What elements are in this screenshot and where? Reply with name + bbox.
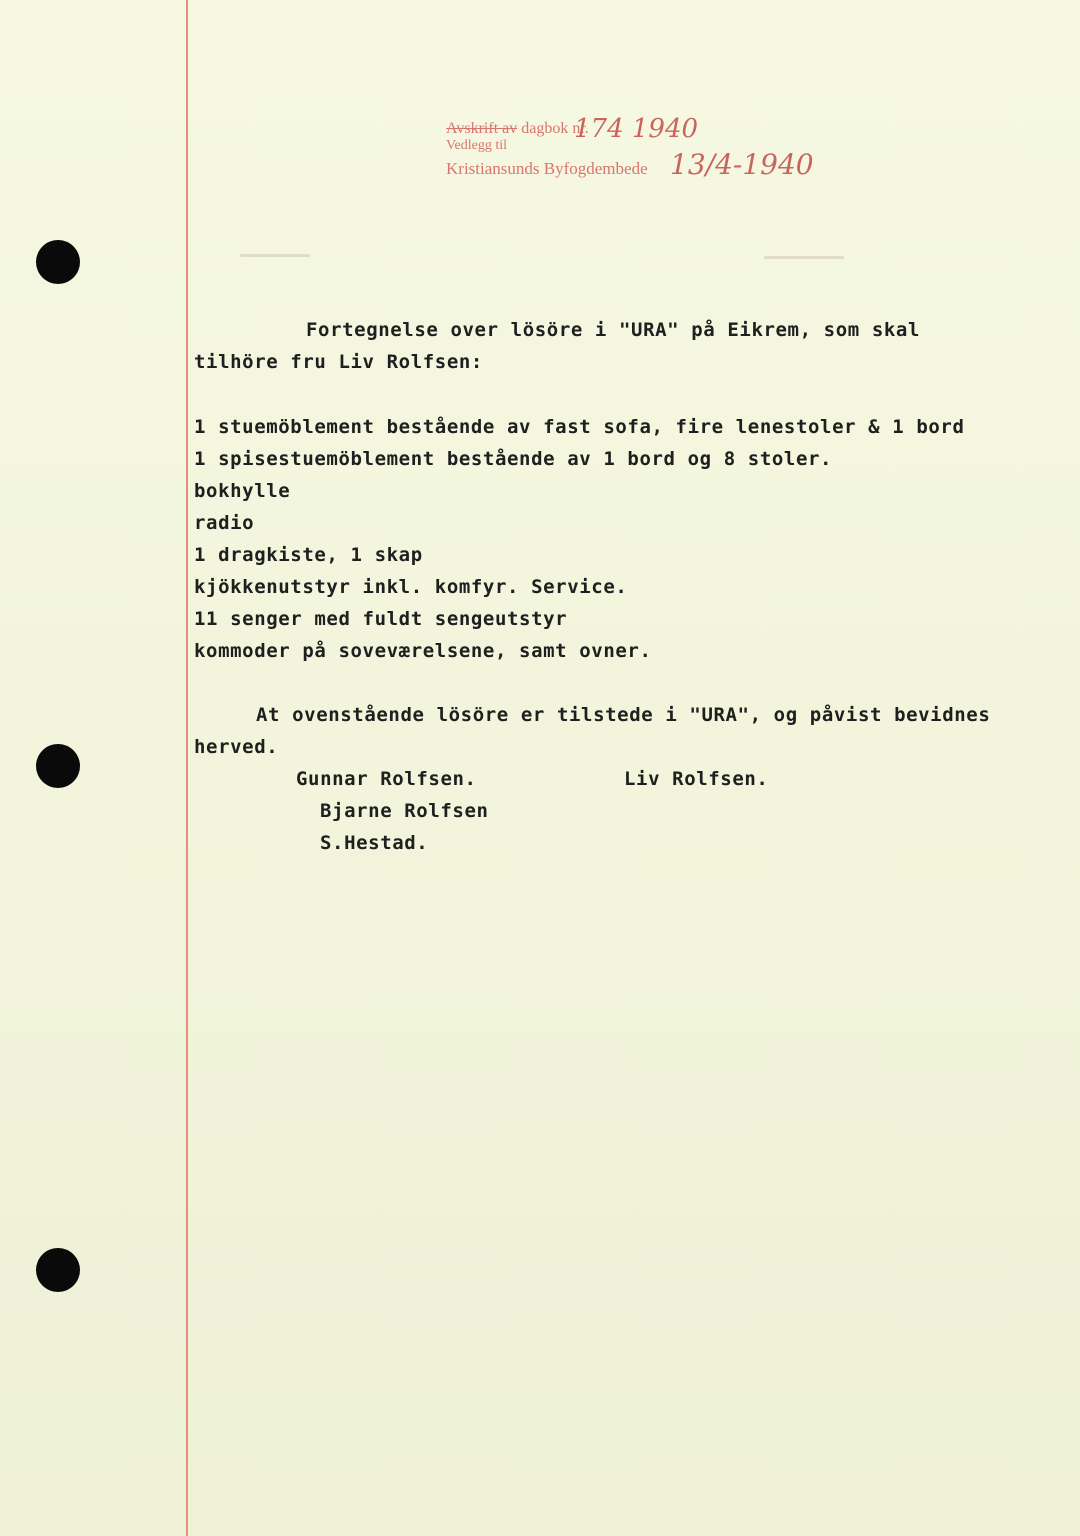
signature-bjarne-rolfsen: Bjarne Rolfsen	[320, 800, 489, 822]
closing-line-2: herved.	[194, 736, 279, 758]
signature-s-hestad: S.Hestad.	[320, 832, 429, 854]
list-item: 11 senger med fuldt sengeutstyr	[194, 608, 568, 630]
punch-hole-top	[36, 240, 80, 284]
closing-line-1: At ovenstående lösöre er tilstede i "URA", og påvist bevidnes	[256, 704, 991, 726]
list-item: 1 spisestuemöblement bestående av 1 bord og 8 stoler.	[194, 448, 833, 470]
list-item: 1 dragkiste, 1 skap	[194, 544, 423, 566]
list-item: kjökkenutstyr inkl. komfyr. Service.	[194, 576, 628, 598]
signature-gunnar-rolfsen: Gunnar Rolfsen.	[296, 768, 477, 790]
signature-liv-rolfsen: Liv Rolfsen.	[624, 768, 769, 790]
margin-rule	[186, 0, 188, 1536]
intro-line-1: Fortegnelse over lösöre i "URA" på Eikrem, som skal	[306, 319, 920, 341]
list-item: bokhylle	[194, 480, 291, 502]
stamp-vedlegg-label: Vedlegg til	[446, 138, 508, 153]
stamp-struck-text: Avskrift av	[446, 120, 518, 137]
intro-line-2: tilhöre fru Liv Rolfsen:	[194, 351, 483, 373]
stamp-dagbok-label: dagbok nr.	[521, 120, 589, 137]
handwritten-dagbok-number: 174 1940	[574, 114, 699, 144]
punch-hole-bottom	[36, 1248, 80, 1292]
list-item: kommoder på soveværelsene, samt ovner.	[194, 640, 652, 662]
list-item: radio	[194, 512, 255, 534]
list-item: 1 stuemöblement bestående av fast sofa, fire lenestoler & 1 bord	[194, 416, 965, 438]
handwritten-date: 13/4-1940	[670, 148, 814, 181]
ink-smudge-right	[764, 256, 844, 259]
punch-hole-middle	[36, 744, 80, 788]
stamp-office-name: Kristiansunds Byfogdembede	[446, 159, 648, 178]
ink-smudge-left	[240, 254, 310, 257]
